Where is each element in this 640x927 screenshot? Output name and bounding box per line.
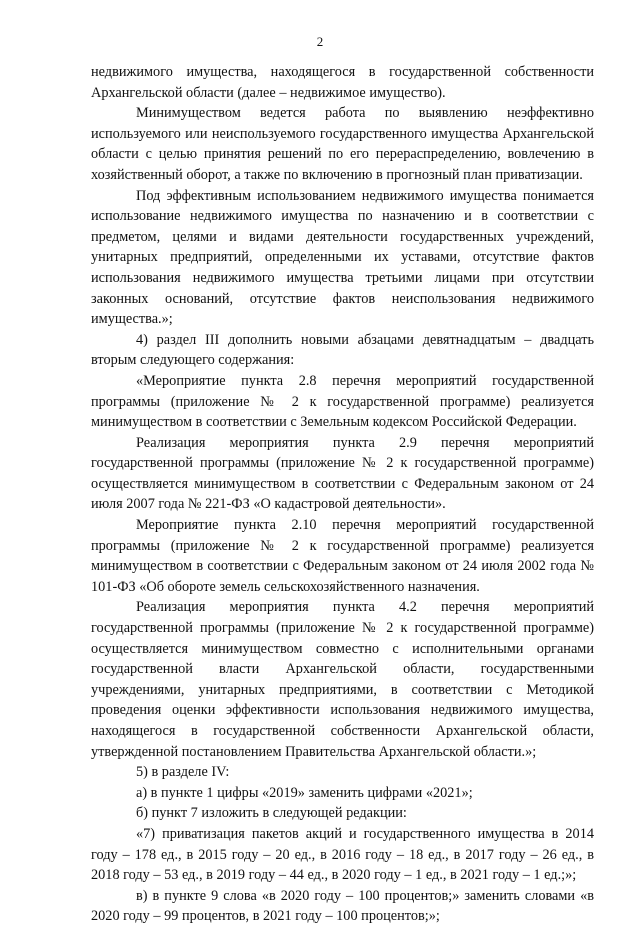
paragraph: Под эффективным использованием недвижимого имущества понимается использование недвижимого имущества по назначению и в соответствии с предметом, целями и видами деятельности государственных учреждений, унитарных предприятий, определенными их уставами, отсутствие фактов использования недвижимого имущества третьими лицами при отсутствии законных оснований, отсутствие фактов неиспользования недвижимого имущества.»; <box>91 187 594 328</box>
paragraph: Мероприятие пункта 2.10 перечня мероприятий государственной программы (приложение № 2 к государственной программе) реализуется минимуществом в соответствии с Федеральным законом от 24 июля 2002 года № 101-ФЗ «Об обороте земель сельскохозяйственного назначения. <box>91 517 594 595</box>
paragraph: «Мероприятие пункта 2.8 перечня мероприятий государственной программы (приложение № 2 к государственной программе) реализуется минимуществом в соответствии с Земельным кодексом Российской Федерации. <box>91 372 594 431</box>
paragraph: Реализация мероприятия пункта 4.2 перечня мероприятий государственной программы (приложение № 2 к государственной программе) осуществляется минимуществом совместно с исполнительными органами государственной власти Архангельской области, государственными учреждениями, унитарных предприятиями, в соответствии с Методикой проведения оценки эффективности использования недвижимого имущества, находящегося в государственной собственности Архангельской области, утвержденной постановлением Правительства Архангельской области.»; <box>91 599 594 760</box>
page-number: 2 <box>316 34 324 49</box>
paragraph: недвижимого имущества, находящегося в государственной собственности Архангельской области (далее – недвижимое имущество). <box>91 64 594 101</box>
paragraph: 5) в разделе IV: <box>136 764 230 781</box>
document-body <box>91 62 594 927</box>
paragraph: «7) приватизация пакетов акций и государственного имущества в 2014 году – 178 ед., в 2015 году – 20 ед., в 2016 году – 18 ед., в 2017 году – 26 ед., в 2018 году – 53 ед., в 2019 году – 44 ед., в 2020 году – 1 ед., в 2021 году – 1 ед.;»; <box>91 825 594 884</box>
paragraph: а) в пункте 1 цифры «2019» заменить цифрами «2021»; <box>136 784 473 801</box>
paragraph: в) в пункте 9 слова «в 2020 году – 100 процентов;» заменить словами «в 2020 году – 99 процентов, в 2021 году – 100 процентов;»; <box>91 887 594 925</box>
paragraph: Реализация мероприятия пункта 2.9 перечня мероприятий государственной программы (приложение № 2 к государственной программе) осуществляется минимуществом в соответствии с Федеральным законом от 24 июля 2007 года № 221-ФЗ «О кадастровой деятельности». <box>91 434 594 513</box>
paragraph: б) пункт 7 изложить в следующей редакции: <box>136 805 407 822</box>
paragraph: Минимуществом ведется работа по выявлению неэффективно используемого или неиспользуемого государственного имущества Архангельской области с целью принятия решений по его перераспределению, вовлечению в хозяйственный оборот, а также по включению в прогнозный план приватизации. <box>91 105 594 183</box>
paragraph: 4) раздел III дополнить новыми абзацами девятнадцатым – двадцать вторым следующего содержания: <box>91 331 594 369</box>
